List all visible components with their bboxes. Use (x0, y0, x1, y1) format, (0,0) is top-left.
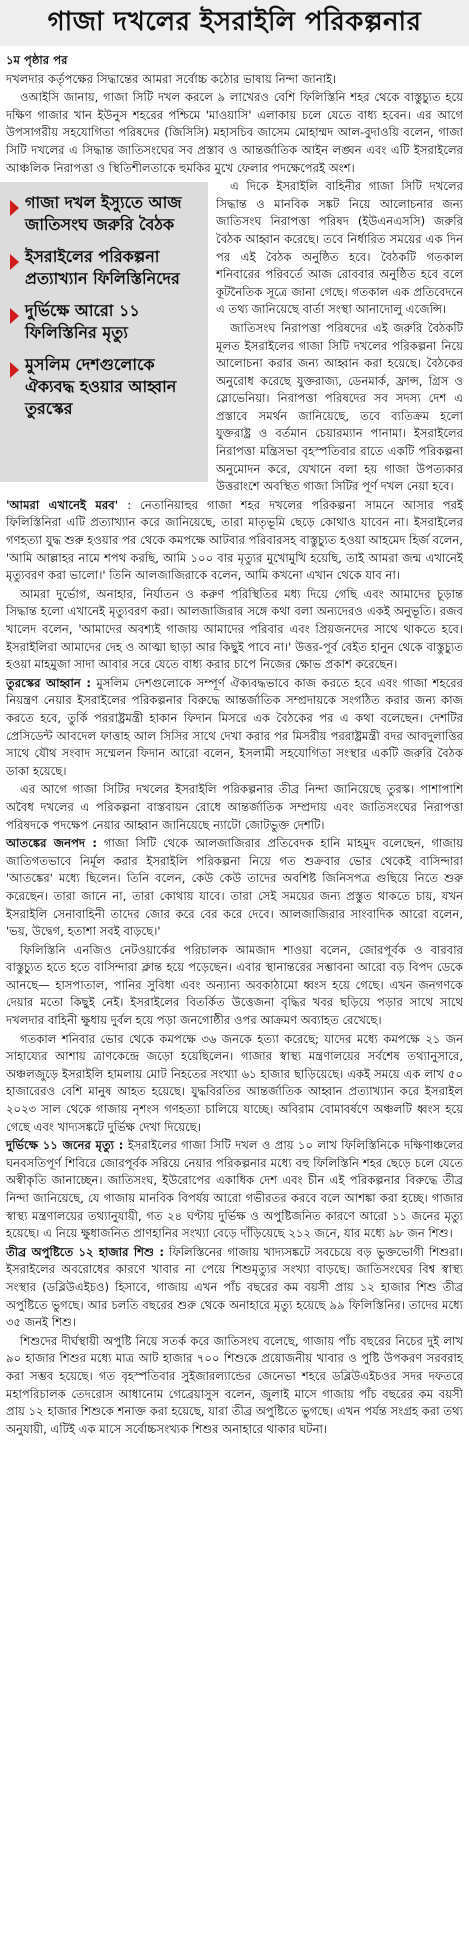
paragraph (6, 835, 463, 941)
sidebar-section (6, 178, 463, 497)
paragraph: এর আগে গাজা সিটির দখলের ইসরাইলি পরিকল্পনার তীব্র নিন্দা জানিয়েছে তুরস্ক। পাশাপাশি অবৈধ দখলের এ পরিকল্পনা বাস্তবায়ন রোধে আন্তর্জাতিক সম্প্রদায় এবং জাতিসংঘের নিরাপত্তা পরিষদকে পদক্ষেপ নেয়ার আহ্বান জানিয়েছে ন্যাটো জোটভুক্ত দেশটি। (6, 782, 463, 832)
paragraph: শিশুদের দীর্ঘস্থায়ী অপুষ্টি নিয়ে সতর্ক করে জাতিসংঘ বলেছে, গাজায় পাঁচ বছরের নিচের দুই লাখ ৯০ হাজার শিশুর মধ্যে মাত্র আট হাজার ৭০০ শিশুকে প্রয়োজনীয় খাবার ও পুষ্টি উপকরণ সরবরাহ করা সম্ভব হয়েছে। গত বৃহস্পতিবার সুইজারল্যান্ডের জেনেভা শহরে ডব্লিউএইচওর সদর দফতরে মহাপরিচালক তেদরোস আধানোম গেব্রেয়াসুস বলেন, জুলাই মাসে গাজায় পাঁচ বছরের কম বয়সী প্রায় ১২ হাজার শিশুকে শনাক্ত করা হয়েছে, যারা তীব্র অপুষ্টিতে ভুগছে। এখন পর্যন্ত সংগ্রহ করা তথ্য অনুযায়ী, এটিই এক মাসে সর্বোচ্চসংখ্যক শিশুর অনাহারে থাকার ঘটনা। (6, 1333, 463, 1436)
highlight-item (10, 246, 202, 290)
paragraph-text: ইসরাইলের গাজা সিটি দখল ও প্রায় ১০ লাখ ফিলিস্তিনিকে দক্ষিণাঞ্চলের ঘনবসতিপূর্ণ শিবিরে জোরপূর্বক সরিয়ে নেয়ার পরিকল্পনার মধ্যে বহু ফিলিস্তিনি শহর ছেড়ে চলে যেতে অস্বীকৃতি জানাচ্ছেন। জাতিসংঘ, ইউরোপের একাধিক দেশ এবং চীন এই পরিকল্পনার বিরুদ্ধে তীব্র নিন্দা জানিয়েছে, যে গাজায় মানবিক বিপর্যয় আরো গভীরতর করবে বলে আশঙ্কা করা হচ্ছে। গাজার স্বাস্থ্য মন্ত্রণালয়ের তথ্যানুযায়ী, গত ২৪ ঘণ্টায় দুর্ভিক্ষ ও অপুষ্টিজনিত কারণে আরো ১১ জনের মৃত্যু হয়েছে। এ নিয়ে ক্ষুধাজনিত প্রাণহানির সংখ্যা বেড়ে দাঁড়িয়েছে ২১২ জনে, যার মধ্যে ৯৮ জন শিশু। (6, 1138, 463, 1241)
subheading: তীব্র অপুষ্টিতে ১২ হাজার শিশু : (6, 1244, 164, 1259)
paragraph (6, 675, 463, 781)
paragraph: আমরা দুর্ভোগ, অনাহার, নির্যাতন ও করুণ পরিস্থিতির মধ্য দিয়ে গেছি এবং আমাদের চূড়ান্ত সিদ্ধান্ত হলো এখানেই মৃত্যুবরণ করা। আলজাজিরার সঙ্গে কথা বলা অন্যদেরও একই অনুভূতি। রজব খালেদ বলেন, 'আমাদের অবশ্যই গাজায় আমাদের পরিবার এবং প্রিয়জনদের সাথে থাকতে হবে। ইসরাইলিরা আমাদের দেহ ও আত্মা ছাড়া আর কিছুই পাবে না।' উত্তর-পূর্ব বেইত হানুন থেকে বাস্তুচ্যুত হওয়া মাহমুজা সাদা আবার সরে যেতে বাধ্য করার চাপে নিজের ক্ষোভ প্রকাশ করেছেন। (6, 586, 463, 672)
paragraph: দখলদার কর্তৃপক্ষের সিদ্ধান্তের আমরা সর্বোচ্চ কঠোর ভাষায় নিন্দা জানাই। (6, 71, 337, 86)
paragraph-text: মুসলিম দেশগুলোকে সম্পূর্ণ ঐক্যবদ্ধভাবে কাজ করতে হবে এবং গাজা শহরের নিয়ন্ত্রণ নেয়ার ইসরাইলের পরিকল্পনার বিরুদ্ধে আন্তর্জাতিক সম্প্রদায়কে সংগঠিত করার জন্য কাজ করতে হবে, তুর্কি পররাষ্ট্রমন্ত্রী হাকান ফিদান মিসরে এক বৈঠকের পর এ কথা বলেছেন। দেশটির প্রেসিডেন্ট আবদেল ফাত্তাহ আল সিসির সাথে দেখা করার পর মিসরীয় পররাষ্ট্রমন্ত্রী বদর আবদুলাত্তির সাথে যৌথ সংবাদ সম্মেলন ফিদান আরো বলেন, ইসলামী সহযোগিতা সংস্থার একটি জরুরি বৈঠক ডাকা হয়েছে। (6, 675, 464, 778)
highlight-item (10, 300, 202, 344)
continuation-note: ১ম পৃষ্ঠার পর (6, 53, 68, 67)
paragraph: ওআইসি জানায়, গাজা সিটি দখল করলে ৯ লাখেরও বেশি ফিলিস্তিনি শহর থেকে বাস্তুচ্যুত হয়ে দক্ষিণ গাজার খান ইউনুস শহরের পশ্চিমে 'মাওয়াসি' এলাকায় চলে যেতে বাধ্য হবেন। এর আগে উপসাগরীয় সহযোগিতা পরিষদের (জিসিসি) মহাসচিব জাসেম মোহাম্মদ আল-বুদাওয়ি বলেন, গাজা সিটি দখলের এ সিদ্ধান্ত জাতিসংঘের সব প্রস্তাব ও আন্তর্জাতিক আইন লঙ্ঘন এবং এটি ইসরাইলের আঞ্চলিক নিরাপত্তা ও স্থিতিশীলতাকে হুমকির মুখে ফেলার পদক্ষেপেরই অংশ। (6, 90, 463, 175)
paragraph-text: : নেতানিয়াহুর গাজা শহর দখলের পরিকল্পনা সামনে আসার পরই ফিলিস্তিনিরা এটি প্রত্যাখ্যান করে জানিয়েছে, তারা মাতৃভূমি ছেড়ে কোথাও যাবেন না। ইসরাইলের গণহত্যা যুদ্ধ শুরু হওয়ার পর থেকে কমপক্ষে আটবার পরিবারসহ বাস্তুচ্যুত হওয়া আহমেদ হির্জ বলেন, 'আমি আল্লাহর নামে শপথ করছি, আমি ১০০ বার মৃত্যুর মুখোমুখি হয়েছি, তাই আমরা জন্ম এখানেই মৃত্যুবরণ করা ভালো।' তিনি আলজাজিরাকে বলেন, আমি কখনো এখান থেকে যাব না। (6, 497, 463, 583)
highlight-text: গাজা দখল ইস্যুতে আজ জাতিসংঘ জরুরি বৈঠক (25, 193, 182, 235)
subheading: 'আমরা এখানেই মরব' (6, 497, 119, 512)
paragraph (6, 1244, 463, 1332)
highlight-text: মুসলিম দেশগুলোকে ঐক্যবদ্ধ হওয়ার আহ্বান তুরস্কের (25, 355, 177, 419)
highlight-text: ইসরাইলের পরিকল্পনা প্রত্যাখ্যান ফিলিস্তিনিদের (25, 247, 180, 289)
headline: গাজা দখলের ইসরাইলি পরিকল্পনার (0, 0, 469, 46)
paragraph: ফিলিস্তিনি এনজিও নেটওয়ার্কের পরিচালক আমজাদ শাওয়া বলেন, জোরপূর্বক ও বারবার বাস্তুচ্যুত হতে হতে বাসিন্দারা ক্লান্ত হয়ে পড়েছেন। এবার স্থানান্তরের সম্ভাবনা আরো বড় বিপদ ডেকে আনছে— হাসপাতাল, পানির সুবিধা এবং অন্যান্য অবকাঠামো ধ্বংস হয়ে গেছে। এখন জনগণকে দেয়ার মতো কিছুই নেই। ইসরাইলের বিতর্কিত উত্তেজনা বৃদ্ধির খবর ছড়িয়ে পড়ার সাথে সাথে দখলদার বাহিনী ক্ষুধায় দুর্বল হয়ে পড়া জনগোষ্ঠীর ওপর আক্রমণ অব্যাহত রেখেছে। (6, 942, 463, 1028)
paragraph (6, 497, 463, 585)
subheading: তুরস্কের আহ্বান : (6, 675, 92, 690)
paragraph (6, 1137, 463, 1243)
paragraph-text: গাজা সিটি থেকে আলজাজিরার প্রতিবেদক হানি মাহমুদ বলেছেন, গাজায় জাতিগতভাবে নির্মূল করার ইসরাইলি পরিকল্পনা নিয়ে গত শুক্রবার ভোর থেকেই বাসিন্দারা 'আতঙ্কের' মধ্যে ছিলেন। তিনি বলেন, কেউ কেউ তাদের অবশিষ্ট জিনিসপত্র গুছিয়ে নিতে শুরু করেছেন। তারা জানে না, তারা কোথায় যাবে। তারা সেই সময়ের জন্য প্রস্তুত থাকতে চায়, যখন ইসরাইলি সেনাবাহিনী তাদের জোর করে বের করে দেবে। আলজাজিরার সাংবাদিক আরো বলেন, 'ভয়, উদ্বেগ, হতাশা সবই বাড়ছে।' (6, 836, 463, 939)
highlight-item (10, 192, 202, 236)
article-body (6, 52, 463, 1439)
highlight-item (10, 354, 202, 420)
paragraph: এ দিকে ইসরাইলি বাহিনীর গাজা সিটি দখলের সিদ্ধান্ত ও মানবিক সঙ্কট নিয়ে আলোচনার জন্য জাতিসংঘ নিরাপত্তা পরিষদ (ইউএনএসসি) জরুরি বৈঠক আহ্বান করেছে। তবে নির্ধারিত সময়ের এক দিন পর এই বৈঠক অনুষ্ঠিত হবে। বৈঠকটি গতকাল শনিবারের পরিবর্তে আজ রোববার অনুষ্ঠিত হবে বলে কূটনৈতিক সূত্রে জানা গেছে। গতকাল এক প্রতিবেদনে এ তথ্য জানিয়েছে বার্তা সংস্থা আনাদোলু এজেন্সি। (216, 179, 463, 317)
red-triangle-bullet-icon (10, 362, 19, 378)
highlights-box (0, 182, 208, 482)
red-triangle-bullet-icon (10, 200, 19, 216)
subheading: দুর্ভিক্ষে ১১ জনের মৃত্যু : (6, 1138, 124, 1153)
subheading: আতঙ্কের জনপদ : (6, 836, 97, 851)
paragraph: জাতিসংঘ নিরাপত্তা পরিষদের এই জরুরি বৈঠকটি মূলত ইসরাইলের গাজা সিটি দখলের পরিকল্পনা নিয়ে আলোচনা করার জন্য আহ্বান করা হয়েছে। বৈঠকের অনুরোধ করেছে যুক্তরাজ্য, ডেনমার্ক, ফ্রান্স, গ্রিস ও স্লোভেনিয়া। নিরাপত্তা পরিষদের সব সদস্য দেশ এ প্রস্তাবে সমর্থন জানিয়েছে, তবে ব্যতিক্রম হলো যুক্তরাষ্ট্র ও বর্তমান চেয়ারম্যান পানামা। ইসরাইলের নিরাপত্তা মন্ত্রিসভা বৃহস্পতিবার রাতে একটি পরিকল্পনা অনুমোদন করে, যেখানে বলা হয় গাজা উপত্যকার উত্তরাংশে অবস্থিত গাজা সিটির পূর্ণ দখল নেয়া হবে। (216, 320, 463, 494)
red-triangle-bullet-icon (10, 308, 19, 324)
red-triangle-bullet-icon (10, 254, 19, 270)
paragraph: গতকাল শনিবার ভোর থেকে কমপক্ষে ৩৬ জনকে হত্যা করেছে; যাদের মধ্যে কমপক্ষে ২১ জন সাহায্যের আশায় ত্রাণকেন্দ্রে জড়ো হয়েছিলেন। গাজার স্বাস্থ্য মন্ত্রণালয়ের সর্বশেষ তথ্যানুসারে, অঞ্চলজুড়ে ইসরাইলি হামলায় মোট নিহতের সংখ্যা ৬১ হাজার ছাড়িয়েছে। একই সময়ে এক লাখ ৫০ হাজারেরও বেশি মানুষ আহত হয়েছে। যুদ্ধবিরতির আন্তর্জাতিক আহ্বান প্রত্যাখ্যান করে ইসরাইল ২০২৩ সাল থেকে গাজায় নৃশংস গণহত্যা চালিয়ে যাচ্ছে। অবিরাম বোমাবর্ষণে অঞ্চলটি ধ্বংস হয়ে গেছে এবং খাদ্যসঙ্কটে দুর্ভিক্ষ দেখা দিয়েছে। (6, 1031, 463, 1134)
paragraph-text: ফিলিস্তিনের গাজায় খাদ্যসঙ্কটে সবচেয়ে বড় ভুক্তভোগী শিশুরা। ইসরাইলের অবরোধের কারণে খাবার না পেয়ে শিশুমৃত্যুর সংখ্যা বাড়ছে। জাতিসংঘের বিশ্ব স্বাস্থ্য সংস্থার (ডব্লিউএইচও) হিসাবে, গাজায় এখন পাঁচ বছরের কম বয়সী প্রায় ১২ হাজার শিশু তীব্র অপুষ্টিতে ভুগছে। আর চলতি বছরের শুরু থেকে অনাহারে মৃত্যু হয়েছে ৯৯ ফিলিস্তিনির। তাদের মধ্যে ৩৫ জনই শিশু। (6, 1244, 463, 1330)
highlight-text: দুর্ভিক্ষে আরো ১১ ফিলিস্তিনির মৃত্যু (25, 301, 140, 343)
